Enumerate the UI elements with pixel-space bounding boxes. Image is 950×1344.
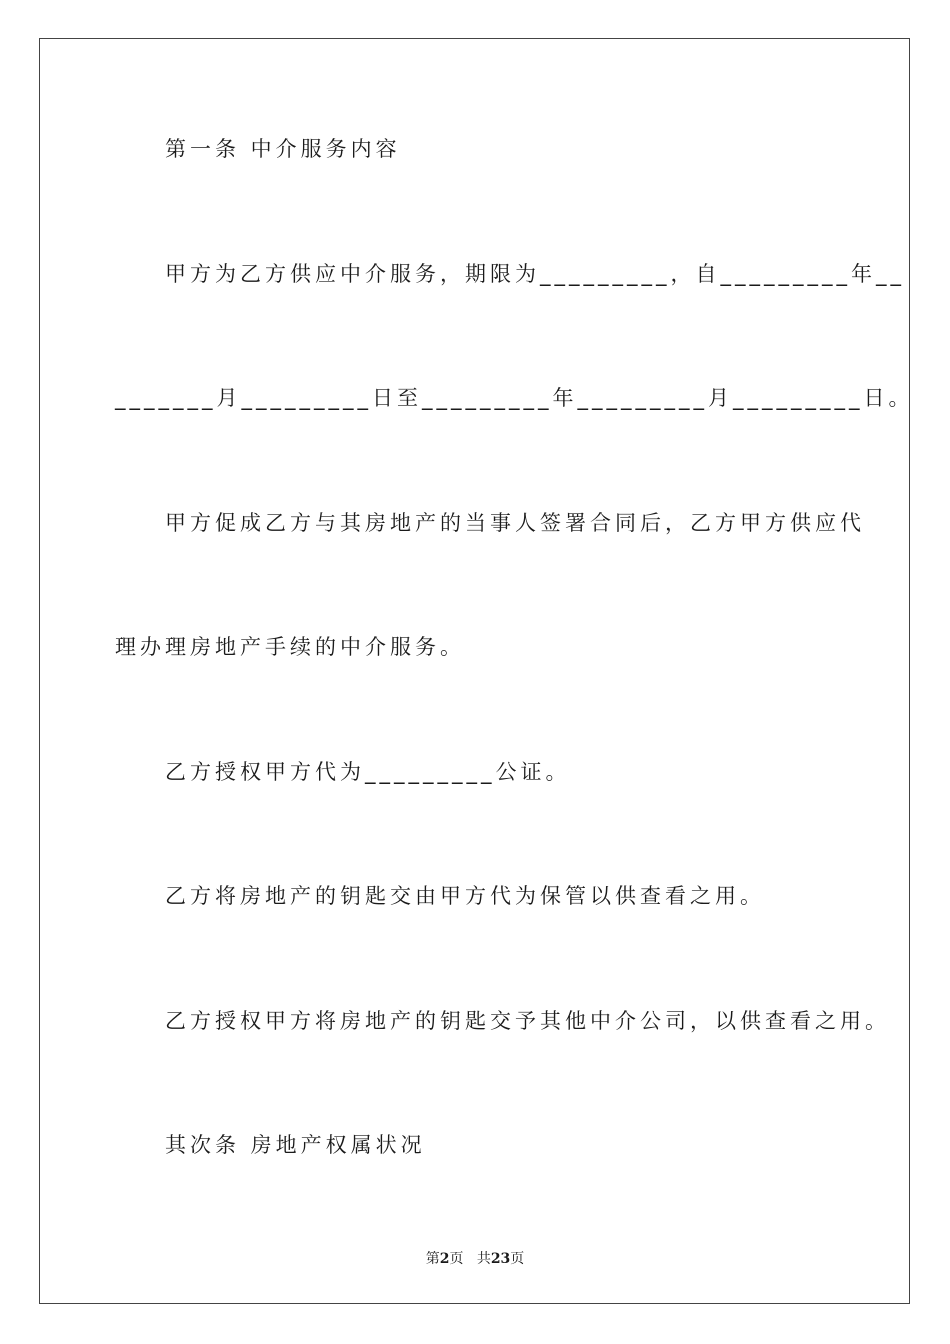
paragraph-contract-signing-line-1: 甲方促成乙方与其房地产的当事人签署合同后，乙方甲方供应代 xyxy=(165,511,865,535)
page-border xyxy=(39,38,910,1304)
page-footer xyxy=(0,1248,950,1268)
footer-total-prefix: 共 xyxy=(476,1251,491,1267)
paragraph-key-custody: 乙方将房地产的钥匙交由甲方代为保管以供查看之用。 xyxy=(165,884,765,908)
paragraph-service-period-line-1: 甲方为乙方供应中介服务，期限为_________，自_________年__ xyxy=(165,262,905,286)
footer-total-pages: 23 xyxy=(490,1251,511,1267)
paragraph-service-period-line-2: _______月_________日至_________年_________月_________日。 xyxy=(115,386,914,410)
footer-total-suffix: 页 xyxy=(510,1251,525,1267)
paragraph-key-transfer: 乙方授权甲方将房地产的钥匙交予其他中介公司，以供查看之用。 xyxy=(165,1009,890,1033)
article-2-heading: 其次条 房地产权属状况 xyxy=(165,1133,426,1157)
paragraph-contract-signing-line-2: 理办理房地产手续的中介服务。 xyxy=(115,635,465,659)
article-1-heading: 第一条 中介服务内容 xyxy=(165,137,401,161)
footer-page-prefix: 第 xyxy=(425,1251,440,1267)
footer-page-suffix: 页 xyxy=(449,1251,464,1267)
paragraph-notarization: 乙方授权甲方代为_________公证。 xyxy=(165,760,571,784)
footer-current-page: 2 xyxy=(439,1251,450,1267)
